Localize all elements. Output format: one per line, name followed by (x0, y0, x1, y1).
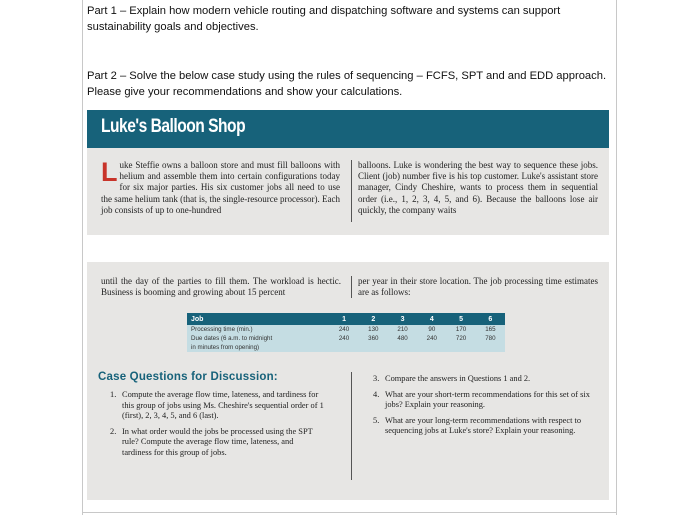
table-header: 2 (359, 313, 388, 325)
table-header: 1 (329, 313, 358, 325)
table-cell: 480 (388, 334, 417, 343)
question-number: 4. (373, 389, 380, 399)
question-text: What are your long-term recommendations with respect to sequencing jobs at Luke's store? Explain your reasoning. (385, 415, 582, 436)
table-cell: 720 (446, 334, 475, 343)
dropcap: L (101, 157, 118, 187)
question-number: 2. (110, 426, 117, 436)
questions-heading: Case Questions for Discussion: (98, 371, 278, 383)
table-note: in minutes from opening) (187, 343, 505, 352)
question-text: What are your short-term recommendations for this set of six jobs? Explain your reasoning. (385, 389, 590, 410)
question-text: Compare the answers in Questions 1 and 2. (385, 374, 531, 383)
case-banner (87, 110, 609, 148)
table-header: 5 (446, 313, 475, 325)
question-number: 3. (373, 374, 380, 383)
table-cell: 360 (359, 334, 388, 343)
page-border-left (82, 0, 83, 515)
case-text-top-left (101, 157, 340, 216)
table-row (187, 325, 505, 334)
table-cell: 210 (388, 325, 417, 334)
table-cell: Processing time (min.) (187, 325, 329, 334)
table-cell: 90 (417, 325, 446, 334)
column-divider (351, 160, 352, 222)
question-number: 5. (373, 415, 380, 425)
table-cell: 780 (476, 334, 505, 343)
table-header: 3 (388, 313, 417, 325)
question-item (110, 427, 324, 459)
case-paragraph-1: uke Steffie owns a balloon store and must fill balloons with helium and assemble them into certain configurations today for six major parties. His six customer jobs all need to use the same helium tank (that is, the single-resource processor). Each job consists of up to one-hundred (101, 160, 340, 215)
table-row (187, 343, 505, 352)
column-divider (351, 276, 352, 298)
question-text: In what order would the jobs be processed using the SPT rule? Compute the average flow time, lateness, and tardiness for this group of jobs. (122, 426, 313, 457)
question-item (373, 390, 595, 411)
table-row (187, 334, 505, 343)
page-border-bottom (82, 512, 617, 513)
part1-prompt: Part 1 – Explain how modern vehicle routing and dispatching software and systems can support sustainability goals and objectives. (87, 5, 561, 33)
table-header-row (187, 313, 505, 325)
case-text-bottom-right: per year in their store location. The job processing time estimates are as follows: (358, 276, 598, 298)
question-item (110, 390, 324, 422)
table-cell: 170 (446, 325, 475, 334)
question-text: Compute the average flow time, lateness, and tardiness for this group of jobs using Ms. Cheshire's sequential order of 1 (first), 2, 3, 4, 5, and 6 (last). (122, 390, 324, 421)
case-text-bottom-left: until the day of the parties to fill them. The workload is hectic. Business is booming and growing about 15 percent (101, 276, 341, 298)
question-item (373, 416, 595, 437)
page-border-right (616, 0, 617, 515)
table-header: 4 (417, 313, 446, 325)
question-number: 1. (110, 390, 117, 399)
part2-prompt: Part 2 – Solve the below case study using the rules of sequencing – FCFS, SPT and and EDD approach. Please give your recommendations and show your calculations. (87, 70, 607, 98)
question-item (373, 374, 595, 385)
table-cell: 240 (329, 325, 358, 334)
table-cell: 165 (476, 325, 505, 334)
processing-time-table (187, 313, 505, 352)
table-cell: 240 (329, 334, 358, 343)
questions-list-right (373, 374, 595, 442)
table-header: 6 (476, 313, 505, 325)
case-text-top-right: balloons. Luke is wondering the best way to sequence these jobs. Client (job) number five is his top customer. Luke's assistant store manager, Cindy Cheshire, wants to process them in sequential order (i.e., 1, 2, 3, 4, 5, and 6). Because the balloons lose air quickly, the company waits (358, 160, 598, 215)
table-cell: Due dates (6 a.m. to midnight (187, 334, 329, 343)
table-cell: 240 (417, 334, 446, 343)
questions-list-left (110, 390, 324, 464)
table-header: Job (187, 313, 329, 325)
column-divider (351, 372, 352, 480)
table-cell: 130 (359, 325, 388, 334)
case-title: Luke's Balloon Shop (101, 116, 246, 137)
